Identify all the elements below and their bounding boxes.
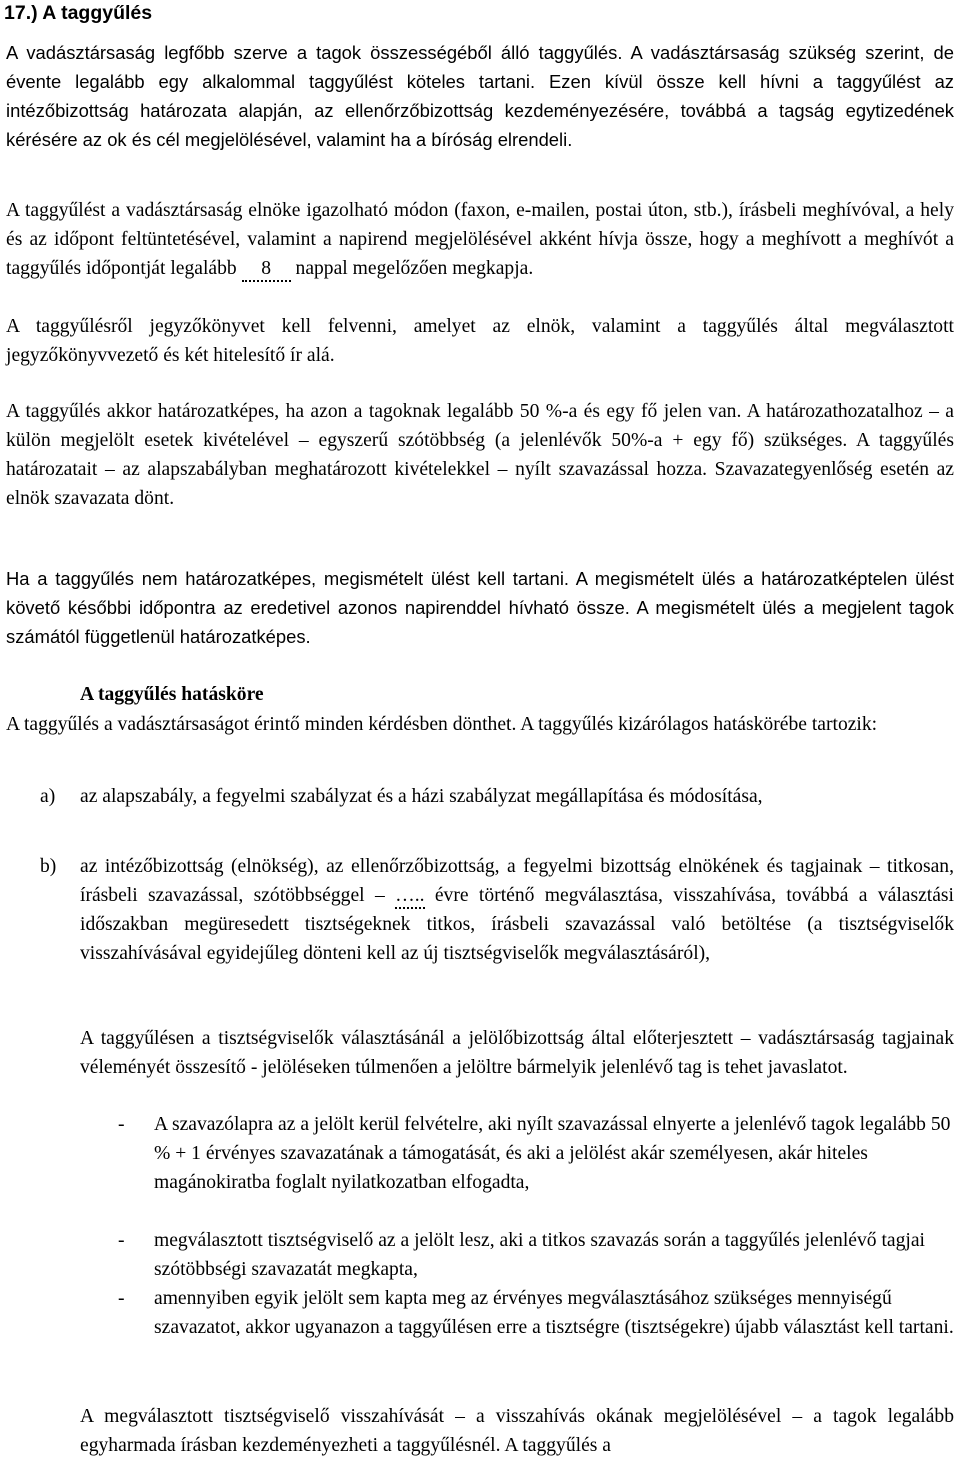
paragraph-minutes: A taggyűlésről jegyzőkönyvet kell felvenni, amelyet az elnök, valamint a taggyűlés által megválasztott jegyzőkönyvvezető és két hitelesítő ír alá. — [6, 316, 954, 366]
paragraph-nomination: A taggyűlésen a tisztségviselők választásánál a jelölőbizottság által előterjesztett – vadásztársaság tagjainak véleményét összesítő - jelöléseken túlmenően a jelöltre bármelyik jelenlévő tag is tehet javaslatot. — [80, 1028, 954, 1078]
invitation-text: A taggyűlést a vadásztársaság elnöke igazolható módon (faxon, e-mailen, postai úton, stb.), írásbeli meghívóval, a hely és az időpont feltüntetésével, valamint a napirend megjelölésével akként hívja össze, hogy a meghívott a meghívót a taggyűlés időpontját legalább — [6, 200, 954, 279]
dash-marker: - — [118, 1230, 125, 1251]
dash-item-text: amennyiben egyik jelölt sem kapta meg az érvényes megválasztásához szükséges mennyiségű szavazatot, akkor ugyanazon a taggyűlésen erre a tisztségre (tisztségekre) újabb választást kell tartani. — [154, 1288, 954, 1338]
list-item-text: az intézőbizottság (elnökség), az ellenőrzőbizottság, a fegyelmi bizottság elnökének és tagjainak – titkosan, írásbeli szavazással, szótöbbséggel – ….. évre történő megválasztása, visszahívása, továbbá a választási időszakban megüresedett tisztségeknek titkos, írásbeli szavazással való betöltése (a tisztségviselők visszahívásával egyidejűleg dönteni kell az új tisztségviselők megválasztásáról), — [80, 856, 954, 964]
paragraph-recall: A megválasztott tisztségviselő visszahívását – a visszahívás okának megjelölésével – a tagok legalább egyharmada írásban kezdeményezheti a taggyűlésnél. A taggyűlés a — [80, 1406, 954, 1456]
invitation-text-end: nappal megelőzően megkapja. — [295, 258, 534, 279]
paragraph-repeated-meeting: Ha a taggyűlés nem határozatképes, megismételt ülést kell tartani. A megismételt ülés a határozatképtelen ülést követő későbbi időpontra az eredetivel azonos napirenddel hívható össze. A megismételt ülés a megjelent tagok számától függetlenül határozatképes. — [6, 568, 954, 647]
dash-item-text: megválasztott tisztségviselő az a jelölt lesz, aki a titkos szavazás során a taggyűlés jelenlévő tagjai szótöbbségi szavazatát megkapta, — [154, 1230, 925, 1280]
list-marker: b) — [40, 856, 57, 877]
list-item-text: az alapszabály, a fegyelmi szabályzat és a házi szabályzat megállapítása és módosítása, — [80, 786, 763, 807]
invitation-days-blank — [242, 258, 291, 282]
dash-item-text: A szavazólapra az a jelölt kerül felvételre, aki nyílt szavazással elnyerte a jelenlévő tagok legalább 50 % + 1 érvényes szavazatának a támogatását, és aki a jelölést akár személyesen, akár hiteles magánokiratba foglalt nyilatkozatban elfogadta, — [154, 1114, 951, 1193]
dash-marker: - — [118, 1288, 125, 1309]
list-marker: a) — [40, 786, 56, 807]
paragraph-convening-duty: A vadásztársaság legfőbb szerve a tagok összességéből álló taggyűlés. A vadásztársaság szükség szerint, de évente legalább egy alkalommal taggyűlést köteles tartani. Ezen kívül össze kell hívni a taggyűlést az intézőbizottság határozata alapján, az ellenőrzőbizottság kezdeményezésére, továbbá a tagság egytizedének kérésére az ok és cél megjelölésével, valamint ha a bíróság elrendeli. — [6, 42, 954, 150]
paragraph-quorum: A taggyűlés akkor határozatképes, ha azon a tagoknak legalább 50 %-a és egy fő jelen van. A határozathozatalhoz – a külön megjelölt esetek kivételével – egyszerű szótöbbség (a jelenlévők 50%-a + egy fő) szükséges. A taggyűlés határozatait – az alapszabályban meghatározott kivételekkel – nyílt szavazással hozza. Szavazategyenlőség esetén az elnök szavazata dönt. — [6, 401, 954, 509]
section-heading: 17.) A taggyűlés — [4, 2, 153, 24]
dash-marker: - — [118, 1114, 125, 1135]
invitation-days: 8 — [261, 258, 272, 279]
paragraph-competence: A taggyűlés a vadásztársaságot érintő minden kérdésben dönthet. A taggyűlés kizárólagos hatáskörébe tartozik: — [6, 714, 878, 735]
subsection-heading: A taggyűlés hatásköre — [80, 684, 264, 705]
term-years-blank: ….. — [395, 885, 424, 909]
paragraph-invitation — [6, 196, 954, 283]
